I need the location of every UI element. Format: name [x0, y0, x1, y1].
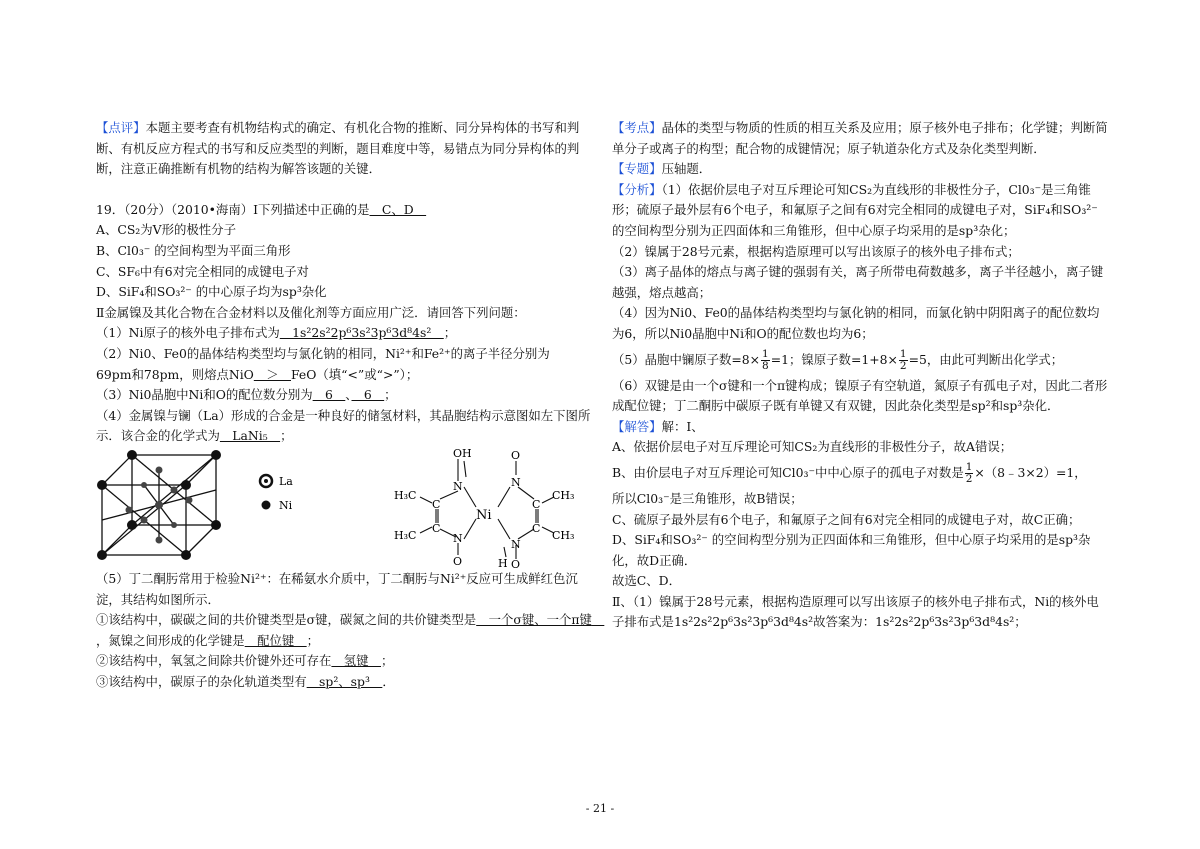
crystal-cell-figure [96, 447, 316, 569]
kaodian-text: 晶体的类型与物质的性质的相互关系及应用；原子核外电子排布；化学键；判断简单分子或离子的构型；配合物的成键情况；原子轨道杂化方式及杂化类型判断． [612, 120, 1108, 156]
q19-heading [96, 200, 592, 221]
review-text: 本题主要考查有机物结构式的确定、有机化合物的推断、同分异构体的书写和判断、有机反应方程式的书写和反应类型的判断，题目难度中等，易错点为同分异构体的判断，注意正确推断有机物的结构为解答该题的关键． [96, 120, 580, 177]
fenxi-paragraph-2: （2）镍属于28号元素，根据构造原理可以写出该原子的核外电子排布式； [612, 243, 1020, 259]
review-paragraph [96, 118, 592, 180]
mol-n-bottom-left: N [453, 531, 463, 545]
jieda-head-text: 解：Ⅰ、 [661, 418, 704, 434]
jieda-tag: 【解答】 [612, 418, 662, 434]
jieda-b-text-a: B、由价层电子对互斥理论可知Cl0₃⁻中中心原子的孤电子对数是 [612, 464, 964, 480]
sub-question-5-i-answer: 一个σ键、一个π键 [476, 612, 605, 628]
sub-question-2-answer: ＞ [253, 366, 291, 382]
fraction-2-numerator: 1 [899, 347, 907, 360]
mol-o-bottom-left: O [453, 554, 463, 568]
option-d: D、SiF₄和SO₃²⁻ 的中心原子均为sp³杂化 [96, 284, 327, 300]
fenxi-tag: 【分析】 [612, 181, 662, 197]
fenxi-paragraph-6: （6）双键是由一个σ键和一个π键构成；镍原子有空轨道，氮原子有孤电子对，因此二者形成配位键；丁二酮肟中碳原子既有单键又有双键，因此杂化类型是sp²和sp³杂化． [612, 377, 1108, 414]
fraction-2-denominator: 2 [899, 359, 907, 372]
fenxi-paragraph-3: （3）离子晶体的熔点与离子键的强弱有关，离子所带电荷数越多，离子半径越小，离子键越强，熔点越高； [612, 264, 1104, 300]
sub-question-1 [96, 323, 592, 344]
jieda-part-ii: Ⅱ、（1）镍属于28号元素，根据构造原理可以写出该原子的核外电子排布式，Ni的核外电子排布式是1s²2s²2p⁶3s²3p⁶3d⁸4s²故答案为：1s²2s²2p⁶3s²3p⁶3d⁸4s²； [612, 593, 1099, 630]
figure-row [96, 447, 592, 569]
sub-question-3-text: （3）Ni0晶胞中Ni和O的配位数分别为 [96, 387, 313, 403]
jieda-heading [612, 417, 1108, 438]
jieda-select: 故选C、D． [612, 573, 681, 589]
fraction-3-denominator: 2 [965, 472, 973, 485]
review-tag: 【点评】 [96, 120, 146, 135]
sub-question-5-iii-answer: sp²、sp³ [306, 673, 383, 689]
sub-question-4 [96, 406, 592, 447]
fenxi-text-1: （1）依据价层电子对互斥理论可知CS₂为直线形的非极性分子，Cl0₃⁻是三角锥形；硫原子最外层有6个电子，和氟原子之间有6对完全相同的成键电子对，SiF₄和SO₃²⁻ 的空间构型分别为正四面体和三角锥形，但中心原子均采用的是sp³杂化； [612, 181, 1098, 238]
mol-c-bottom-right: C [532, 521, 541, 535]
sub-question-5-ii [96, 651, 592, 672]
sub-question-5-ii-text: ②该结构中，氧氢之间除共价键外还可存在 [96, 653, 332, 669]
nickel-complex-figure [392, 447, 582, 569]
fenxi-5-text-a: （5）晶胞中镧原子数=8× [612, 351, 761, 367]
option-c: C、SF₆中有6对完全相同的成键电子对 [96, 263, 309, 279]
kaodian-paragraph [612, 118, 1108, 159]
fraction-one-half-b [965, 462, 974, 485]
sub-question-5-i-text: ①该结构中，碳碳之间的共价键类型是σ键，碳氮之间的共价键类型是 [96, 612, 477, 628]
zhuanti-tag: 【专题】 [612, 161, 662, 177]
legend-ni: Ni [279, 498, 293, 512]
jieda-b [612, 462, 1108, 485]
sub-question-5: （5）丁二酮肟常用于检验Ni²⁺：在稀氨水介质中，丁二酮肟与Ni²⁺反应可生成鲜红色沉淀，其结构如图所示． [96, 570, 578, 607]
sub-question-2-tail: FeO（填“<”或“>”）； [290, 366, 419, 382]
sub-question-3-answer-2: 6 [351, 387, 385, 403]
legend-la: La [279, 474, 293, 488]
sub-question-5-i-answer-2: 配位键 [244, 632, 307, 648]
sub-question-2-text-b: 69pm和78pm，则熔点NiO [96, 366, 254, 382]
fraction-one-eighth [761, 349, 770, 372]
sub-question-4-text: （4）金属镍与镧（La）形成的合金是一种良好的储氢材料，其晶胞结构示意图如左下图所示．该合金的化学式为 [96, 407, 591, 444]
sub-question-5-i-mid: ，氮镍之间形成的化学键是 [96, 632, 245, 648]
mol-h3c-bottom: H₃C [394, 528, 417, 542]
mol-c-top-left: C [432, 497, 441, 511]
kaodian-tag: 【考点】 [612, 120, 662, 135]
sub-question-1-text: （1）Ni原子的核外电子排布式为 [96, 325, 280, 341]
sub-question-1-tail: ； [443, 325, 457, 341]
sub-question-2 [96, 344, 592, 385]
zhuanti-paragraph [612, 159, 1108, 180]
sub-question-4-tail: ； [280, 428, 293, 444]
jieda-c: C、硫原子最外层有6个电子，和氟原子之间有6对完全相同的成键电子对，故C正确； [612, 511, 1081, 527]
mol-o-bottom-right: O [511, 557, 521, 569]
sub-question-5-iii-text: ③该结构中，碳原子的杂化轨道类型有 [96, 673, 307, 689]
fenxi-5-text-b: =1；镍原子数=1+8× [770, 351, 898, 367]
sub-question-2-text: （2）Ni0、Fe0的晶体结构类型均与氯化钠的相同，Ni²⁺和Fe²⁺的离子半径分别为 [96, 345, 550, 361]
fenxi-paragraph-5 [612, 349, 1108, 372]
mol-ch3-bottom: CH₃ [552, 528, 575, 542]
ni-legend-icon [262, 500, 271, 509]
fenxi-paragraph-4: （4）因为Ni0、Fe0的晶体结构类型均与氯化钠的相同，而氯化钠中阴阳离子的配位数均为6，所以Ni0晶胞中Ni和O的配位数也均为6； [612, 305, 1100, 341]
mol-n-top-right: N [511, 475, 521, 489]
sub-question-5-i-tail: ； [306, 632, 320, 648]
sub-question-3-sep: 、 [345, 387, 352, 403]
fraction-one-half [899, 349, 908, 372]
sub-question-5-iii-tail: ． [382, 673, 395, 689]
mol-h3c-top: H₃C [394, 488, 417, 502]
sub-question-5-iii [96, 672, 592, 693]
sub-question-5-ii-answer: 氢键 [331, 653, 381, 669]
page-number: - 21 - [585, 802, 615, 815]
mol-o-top-left: O [453, 446, 463, 460]
mol-c-top-right: C [532, 497, 541, 511]
mol-h-top: H [462, 446, 472, 460]
part-ii-intro: Ⅱ金属镍及其化合物在合金材料以及催化剂等方面应用广泛．请回答下列问题： [96, 304, 526, 320]
option-a: A、CS₂为V形的极性分子 [96, 222, 236, 238]
mol-c-bottom-left: C [432, 521, 441, 535]
jieda-b-2: 所以Cl0₃⁻是三角锥形，故B错误； [612, 490, 803, 506]
left-column [96, 118, 605, 692]
sub-question-3 [96, 385, 592, 406]
fenxi-5-text-c: =5，由此可判断出化学式； [908, 351, 1064, 367]
paragraph-gap [96, 180, 592, 200]
sub-question-5-ii-tail: ； [380, 653, 394, 669]
right-column [612, 118, 1108, 633]
mol-ni: Ni [476, 507, 492, 523]
jieda-a: A、依据价层电子对互斥理论可知CS₂为直线形的非极性分子，故A错误； [612, 439, 1013, 455]
zhuanti-text: 压轴题． [661, 161, 712, 177]
mol-h-bottom: H [498, 556, 508, 569]
sub-question-4-answer: LaNi₅ [219, 428, 281, 444]
sub-question-5-i [96, 610, 605, 651]
sub-question-3-tail: ； [384, 387, 397, 403]
jieda-d: D、SiF₄和SO₃²⁻ 的空间构型分别为正四面体和三角锥形，但中心原子均采用的是sp³杂化，故D正确． [612, 532, 1091, 568]
q19-answer: C、D [369, 201, 427, 217]
sub-question-1-answer: 1s²2s²2p⁶3s²3p⁶3d⁸4s² [279, 325, 444, 341]
fraction-1-numerator: 1 [762, 347, 769, 360]
fraction-3-numerator: 1 [965, 460, 973, 473]
jieda-b-text-b: ×（8﹣3×2）=1， [974, 464, 1087, 480]
sub-question-3-answer-1: 6 [312, 387, 346, 403]
fenxi-paragraph-1 [612, 180, 1108, 242]
q19-heading-text: 19．（20分）（2010•海南）Ⅰ下列描述中正确的是 [96, 201, 370, 217]
fraction-1-denominator: 8 [762, 359, 769, 372]
mol-n-bottom-right: N [511, 537, 521, 551]
option-b: B、Cl0₃⁻ 的空间构型为平面三角形 [96, 242, 291, 258]
mol-n-top-left: N [453, 479, 463, 493]
mol-ch3-top: CH₃ [552, 488, 575, 502]
mol-o-top-right: O [511, 448, 521, 462]
